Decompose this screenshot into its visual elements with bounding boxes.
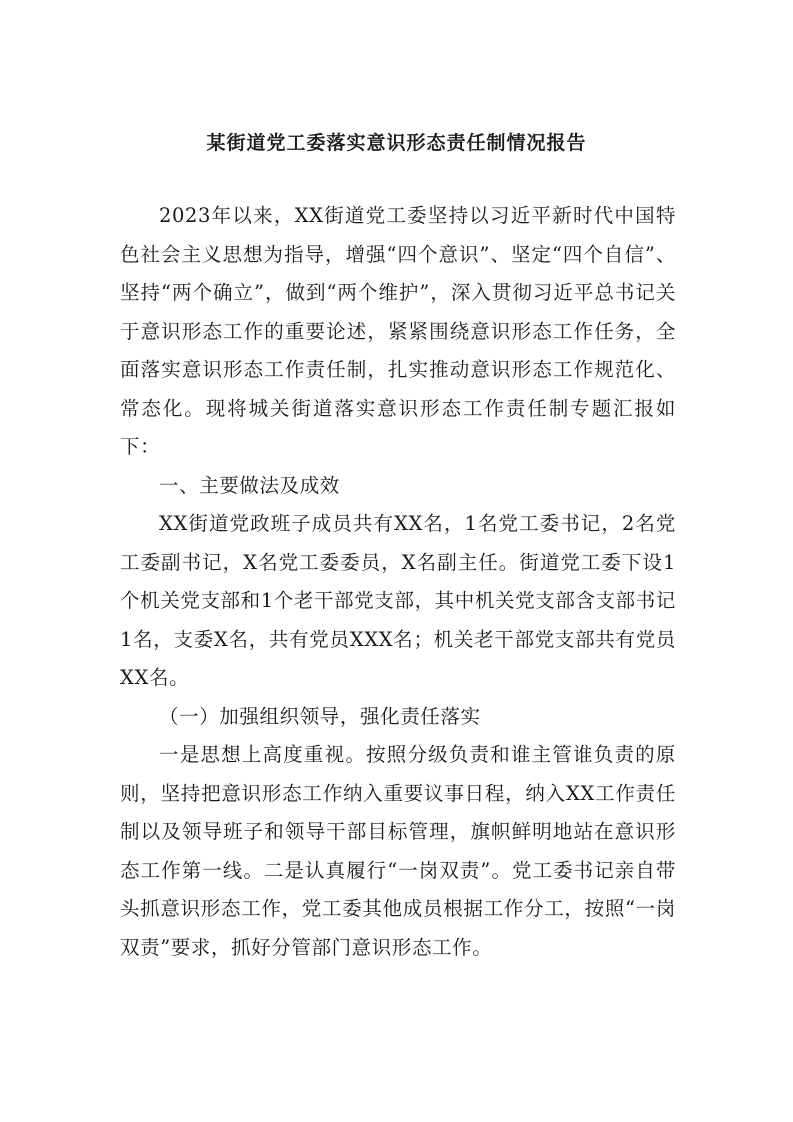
subsection-heading-organization-leadership: （一）加强组织领导，强化责任落实	[159, 704, 481, 728]
section-paragraph-team-composition: XX街道党政班子成员共有XX名，1名党工委书记，2名党工委副书记，X名党工委委员，X名副主任。街道党工委下设1个机关党支部和1个老干部党支部，其中机关党支部含支部书记1名，支委X名，共有党员XXX名；机关老干部党支部共有党员XX名。	[120, 512, 676, 689]
document-body	[120, 197, 676, 967]
subsection-paragraph-responsibility: 一是思想上高度重视。按照分级负责和谁主管谁负责的原则，坚持把意识形态工作纳入重要议事日程，纳入XX工作责任制以及领导班子和领导干部目标管理，旗帜鲜明地站在意识形态工作第一线。二是认真履行“一岗双责”。党工委书记亲自带头抓意识形态工作，党工委其他成员根据工作分工，按照“一岗双责”要求，抓好分管部门意识形态工作。	[120, 743, 676, 959]
document-title: 某街道党工委落实意识形态责任制情况报告	[206, 132, 587, 154]
section-heading-main-practices: 一、主要做法及成效	[159, 473, 340, 497]
intro-paragraph: 2023年以来，XX街道党工委坚持以习近平新时代中国特色社会主义思想为指导，增强“四个意识”、坚定“四个自信”、坚持“两个确立”，做到“两个维护”，深入贯彻习近平总书记关于意识形态工作的重要论述，紧紧围绕意识形态工作任务，全面落实意识形态工作责任制，扎实推动意识形态工作规范化、常态化。现将城关街道落实意识形态工作责任制专题汇报如下：	[120, 204, 676, 458]
